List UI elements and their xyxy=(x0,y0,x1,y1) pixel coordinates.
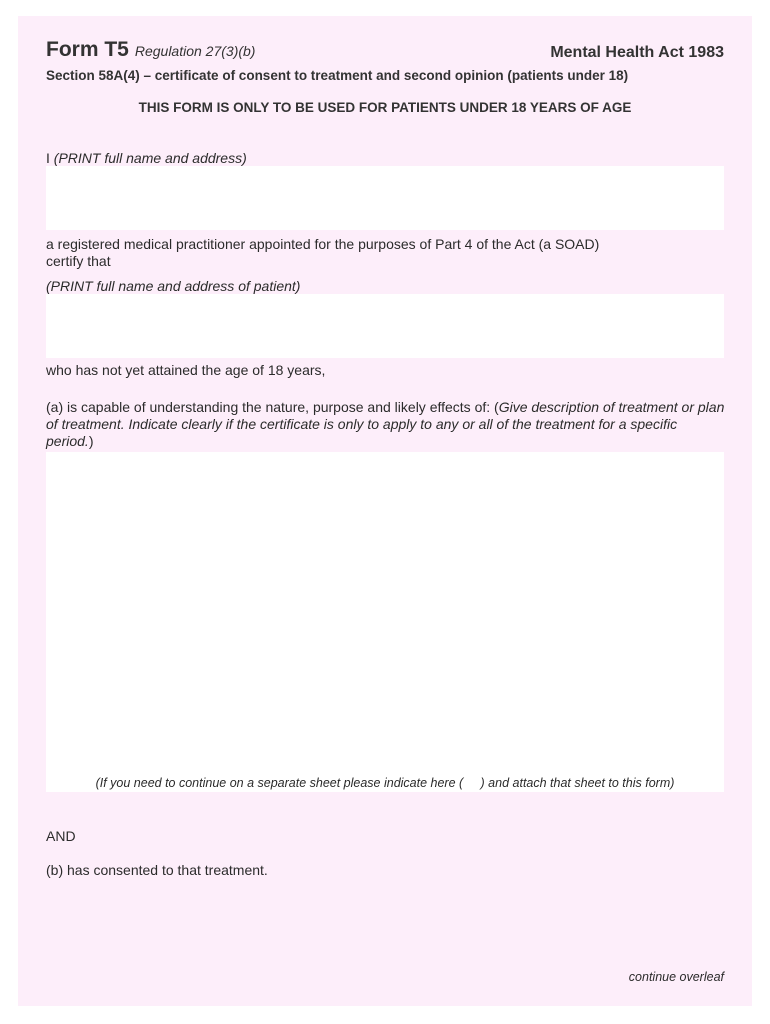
form-id: Form T5 xyxy=(46,38,129,61)
age-statement: who has not yet attained the age of 18 years, xyxy=(46,362,326,378)
practitioner-name-field[interactable] xyxy=(46,166,724,230)
treatment-lead: (a) is capable of understanding the nature, purpose and likely effects of: ( xyxy=(46,399,499,415)
practitioner-instruction: (PRINT full name and address) xyxy=(53,150,247,166)
form-page xyxy=(18,16,752,1006)
form-title xyxy=(46,38,255,62)
treatment-instruction: Give description of treatment or plan of treatment. Indicate clearly if the certificate is only to apply to any or all of the treatment for a specific period. xyxy=(46,399,725,449)
certify-text xyxy=(46,236,599,270)
act-title: Mental Health Act 1983 xyxy=(550,44,724,61)
certify-line-2: certify that xyxy=(46,253,111,269)
continuation-note: (If you need to continue on a separate sheet please indicate here ( ) and attach that sheet to this form) xyxy=(95,776,675,790)
certify-line-1: a registered medical practitioner appointed for the purposes of Part 4 of the Act (a SOAD) xyxy=(46,236,600,252)
section-title: Section 58A(4) – certificate of consent to treatment and second opinion (patients under 18) xyxy=(46,68,629,83)
treatment-close: ) xyxy=(88,433,94,449)
continue-overleaf: continue overleaf xyxy=(628,970,724,984)
practitioner-prefix: I xyxy=(46,150,54,166)
patient-name-field[interactable] xyxy=(46,294,724,358)
age-notice: THIS FORM IS ONLY TO BE USED FOR PATIENTS UNDER 18 YEARS OF AGE xyxy=(138,100,632,115)
and-label: AND xyxy=(46,828,76,844)
patient-instruction: (PRINT full name and address of patient) xyxy=(46,278,301,294)
treatment-description-label xyxy=(46,399,726,450)
regulation-ref: Regulation 27(3)(b) xyxy=(134,43,256,59)
treatment-description-field[interactable] xyxy=(46,452,724,792)
consent-statement: (b) has consented to that treatment. xyxy=(46,862,268,878)
practitioner-label xyxy=(46,150,247,167)
